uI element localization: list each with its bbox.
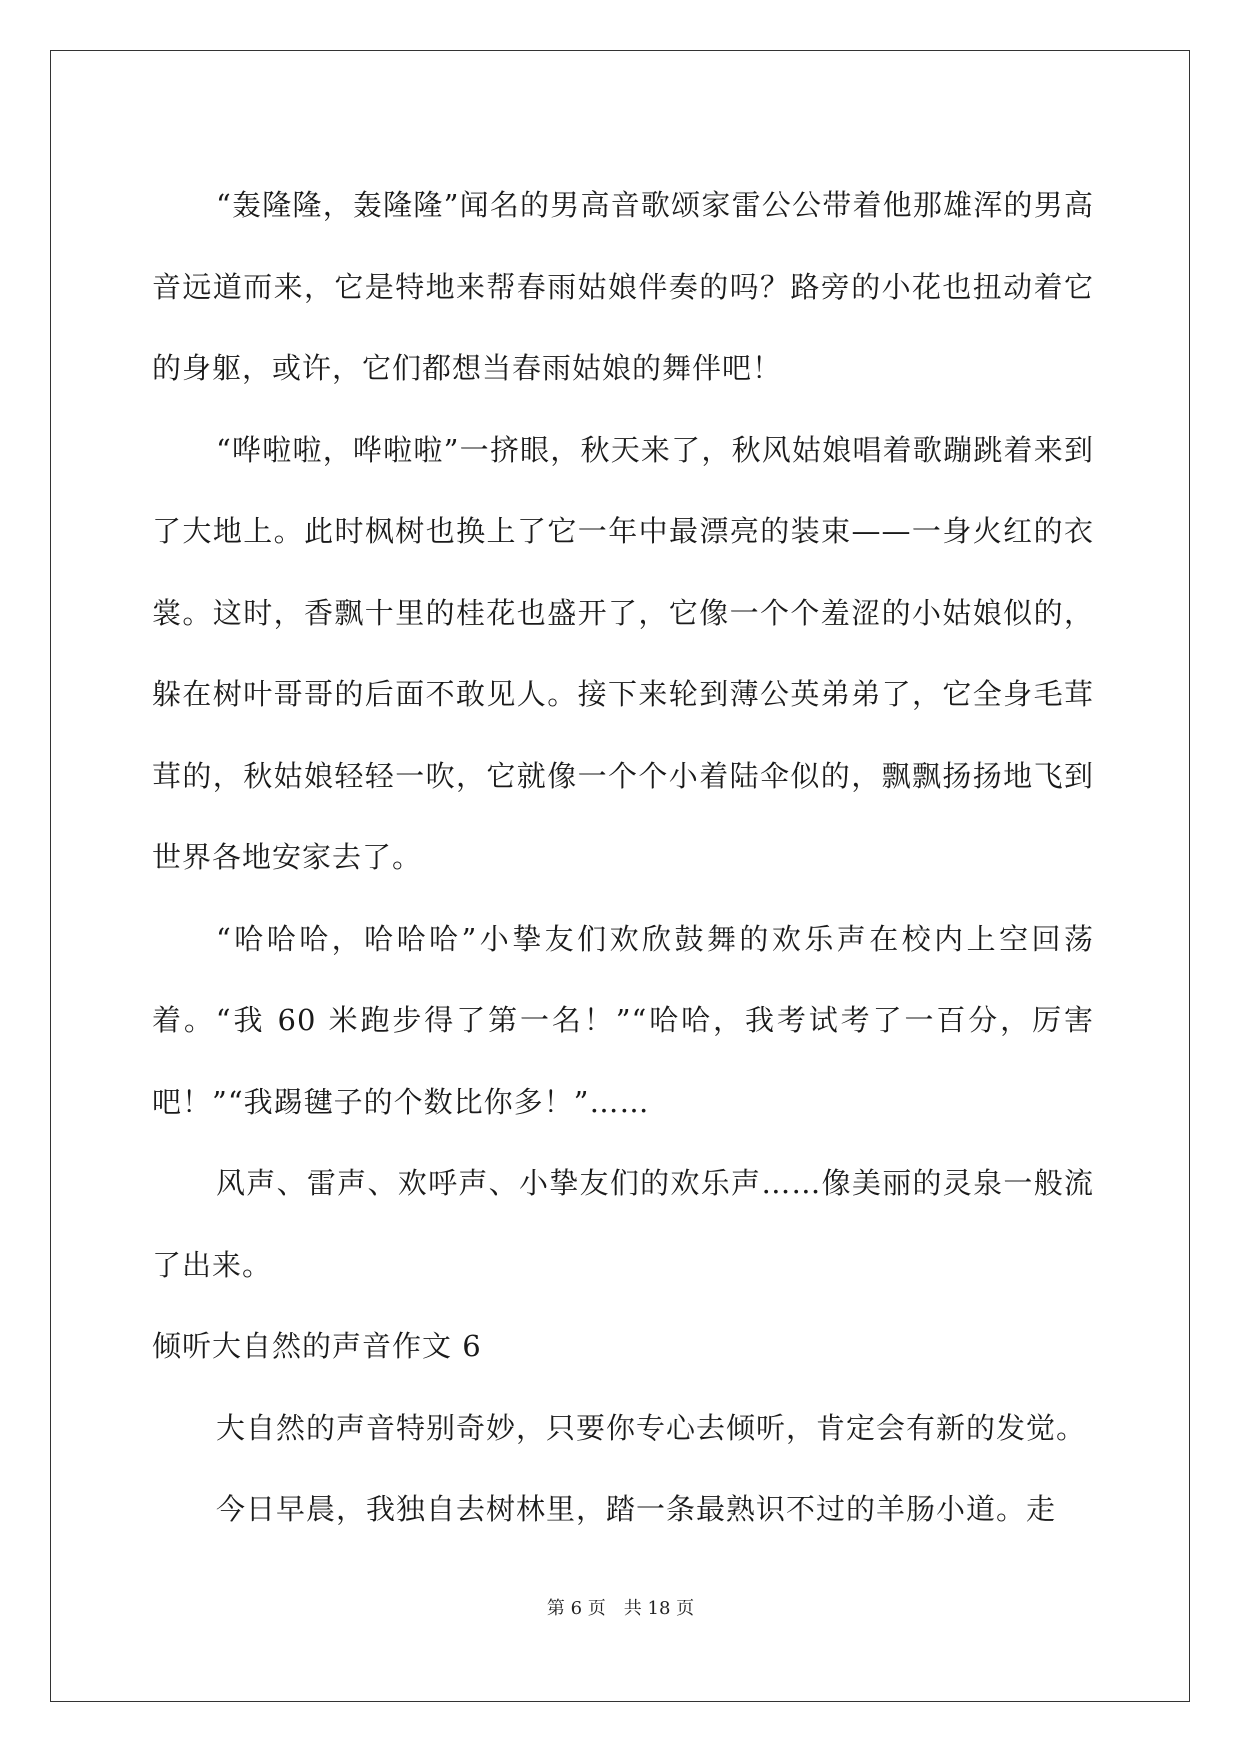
page-footer: 第 6 页 共 18 页: [546, 1598, 695, 1619]
paragraph: 大自然的声音特别奇妙，只要你专心去倾听，肯定会有新的发觉。: [216, 1410, 1087, 1445]
document-body: [152, 165, 1094, 1551]
paragraph: 风声、雷声、欢呼声、小挚友们的欢乐声……像美丽的灵泉一般流了出来。: [152, 1166, 1094, 1282]
paragraph: “哈哈哈，哈哈哈”小挚友们欢欣鼓舞的欢乐声在校内上空回荡着。“我 60 米跑步得了第一名！”“哈哈，我考试考了一百分，厉害吧！”“我踢毽子的个数比你多！”……: [152, 921, 1094, 1119]
paragraph: “哗啦啦，哗啦啦”一挤眼，秋天来了，秋风姑娘唱着歌蹦跳着来到了大地上。此时枫树也换上了它一年中最漂亮的装束——一身火红的衣裳。这时，香飘十里的桂花也盛开了，它像一个个羞涩的小姑娘似的，躲在树叶哥哥的后面不敢见人。接下来轮到薄公英弟弟了，它全身毛茸茸的，秋姑娘轻轻一吹，它就像一个个小着陆伞似的，飘飘扬扬地飞到世界各地安家去了。: [152, 432, 1094, 874]
paragraph: 今日早晨，我独自去树林里，踏一条最熟识不过的羊肠小道。走: [216, 1492, 1057, 1526]
section-title: 倾听大自然的声音作文 6: [152, 1329, 482, 1363]
paragraph: “轰隆隆，轰隆隆”闻名的男高音歌颂家雷公公带着他那雄浑的男高音远道而来，它是特地来帮春雨姑娘伴奏的吗？路旁的小花也扭动着它的身躯，或许，它们都想当春雨姑娘的舞伴吧！: [152, 188, 1094, 385]
